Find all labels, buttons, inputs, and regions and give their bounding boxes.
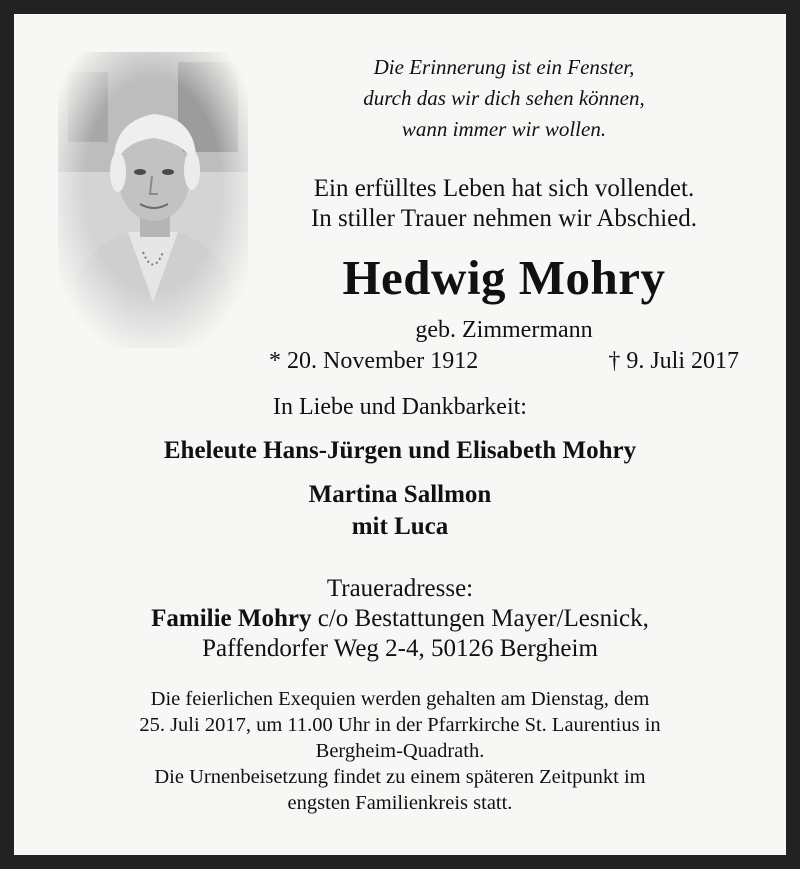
portrait-photo [58,52,248,348]
maiden-name: geb. Zimmermann [415,317,593,343]
address-street: Paffendorfer Weg 2-4, 50126 Bergheim [202,635,598,662]
lead-line: In stiller Trauer nehmen wir Abschied. [310,205,698,232]
service-line: engsten Familienkreis statt. [287,792,513,814]
mourner-line: mit Luca [351,513,449,540]
portrait-illustration [58,52,248,348]
quote-line: durch das wir dich sehen können, [363,86,645,110]
birth-date: * 20. November 1912 [269,348,479,374]
service-line: Bergheim-Quadrath. [315,740,485,762]
service-line: 25. Juli 2017, um 11.00 Uhr in der Pfarrkirche St. Laurentius in [139,714,661,736]
lead-text [254,174,754,234]
service-line: Die Urnenbeisetzung findet zu einem späteren Zeitpunkt im [154,766,646,788]
mourner-line: Martina Sallmon [308,481,492,508]
quote-line: Die Erinnerung ist ein Fenster, [373,55,635,79]
thanks-intro: In Liebe und Dankbarkeit: [273,394,527,420]
address-care-of: c/o Bestattungen Mayer/Lesnick, [311,605,649,632]
memorial-quote [274,52,734,145]
quote-line: wann immer wir wollen. [401,117,607,141]
address-line [14,604,786,634]
address-family: Familie Mohry [151,605,312,632]
address-title: Traueradresse: [326,575,474,602]
service-line: Die feierlichen Exequien werden gehalten am Dienstag, dem [150,688,650,710]
mourner-line: Eheleute Hans-Jürgen und Elisabeth Mohry [163,437,637,464]
service-info [60,686,740,816]
lead-line: Ein erfülltes Leben hat sich vollendet. [313,175,695,202]
deceased-name: Hedwig Mohry [342,250,666,305]
death-date: † 9. Juli 2017 [608,348,739,374]
